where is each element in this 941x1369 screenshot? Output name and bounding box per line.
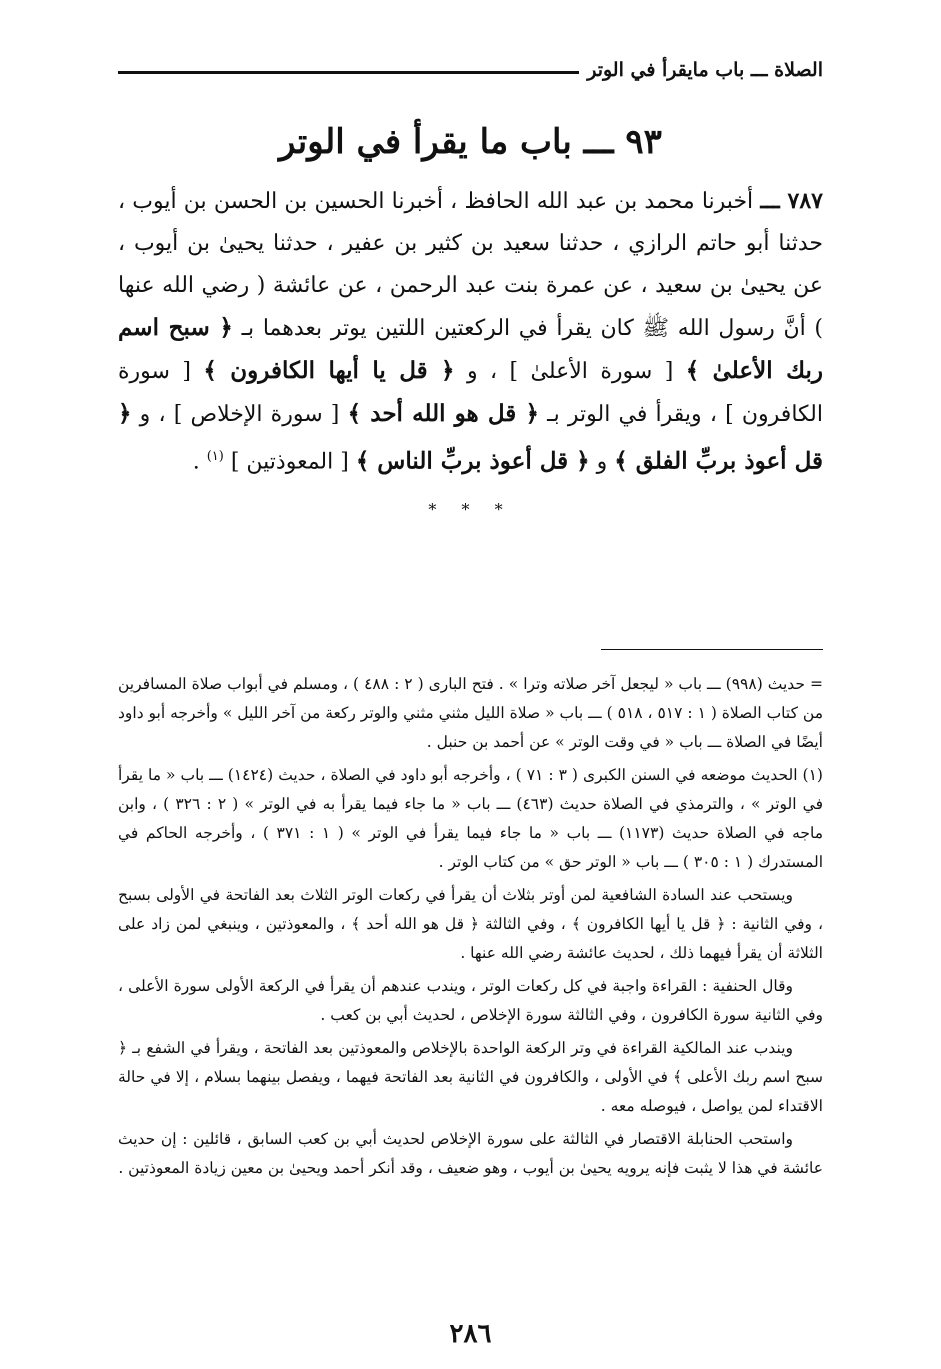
footnote-1: (١) الحديث موضعه في السنن الكبرى ( ٣ : ٧١ ) ، وأخرجه أبو داود في الصلاة ، حديث (١٤٢٤) ـــ باب « ما يقرأ في الوتر » ، والترمذي في الصلاة حديث (٤٦٣) ـــ باب « ما جاء فيما يقرأ به في الوتر » ( ٢ : ٣٢٦ ) ، وابن ماجه في الصلاة حديث (١١٧٣) ـــ باب « ما جاء فيما يقرأ في الوتر » ( ١ : ٣٧١ ) ، وأخرجه الحاكم في المستدرك ( ١ : ٣٠٥ ) ـــ باب « الوتر حق » من كتاب الوتر . xyxy=(118,766,824,871)
footnotes xyxy=(118,670,823,1187)
hadith-number: ٧٨٧ ـــ xyxy=(760,188,823,214)
chapter-title: ٩٣ ـــ باب ما يقرأ في الوتر xyxy=(279,122,662,162)
running-header-text: الصلاة ـــ باب مايقرأ في الوتر xyxy=(579,52,823,88)
hadith-text xyxy=(118,180,823,483)
header-rule xyxy=(118,71,618,74)
footnote-paragraph-hanafi: وقال الحنفية : القراءة واجبة في كل ركعات الوتر ، ويندب عندهم أن يقرأ في الركعة الأولى سورة الأعلى ، وفي الثانية سورة الكافرون ، وفي الثالثة سورة الإخلاص ، لحديث أبي بن كعب . xyxy=(118,977,823,1024)
quran-quote: ﴿ قل يا أيها الكافرون ﴾ xyxy=(203,357,455,384)
hadith-paragraph xyxy=(118,180,823,483)
footnote-paragraph-maliki: ويندب عند المالكية القراءة في وتر الركعة الواحدة بالإخلاص والمعوذتين بعد الفاتحة ، ويقرأ في الشفع بـ ﴿ سبح اسم ربك الأعلى ﴾ في الأولى ، والكافرون في الثانية بعد الفاتحة فيهما ، ويفصل بينهما بسلام ، إلا في حالة الاقتداء لمن يواصل ، فيوصله معه . xyxy=(118,1039,823,1115)
footnote-continuation: = حديث (٩٩٨) ـــ باب « ليجعل آخر صلاته وترا » . فتح البارى ( ٢ : ٤٨٨ ) ، ومسلم في أبواب صلاة المسافرين من كتاب الصلاة ( ١ : ٥١٧ ، ٥١٨ ) ـــ باب « صلاة الليل مثني مثني والوتر ركعة من آخر الليل » وأخرجه أبو داود أيضًا في الصلاة ـــ باب « في وقت الوتر » عن أحمد بن حنبل . xyxy=(118,675,823,751)
conjunction: و xyxy=(596,449,608,475)
surah-ref: [ المعوذتين ] xyxy=(230,449,349,475)
footnote-rule xyxy=(601,649,823,650)
page-number: ٢٨٦ xyxy=(449,1319,492,1349)
sentence-end: . xyxy=(192,449,200,475)
surah-ref: [ سورة الكافرون ] ، ويقرأ في الوتر بـ xyxy=(118,359,823,427)
footnote-marker: (١) xyxy=(206,449,224,464)
running-header xyxy=(118,52,823,88)
footnote-paragraph-shafii: ويستحب عند السادة الشافعية لمن أوتر بثلاث أن يقرأ في ركعات الوتر الثلاث بعد الفاتحة في الأولى بسبح ، وفي الثانية : ﴿ قل يا أيها الكافرون ﴾ ، وفي الثالثة ﴿ قل هو الله أحد ﴾ ، والمعوذتين ، وينبغي لمن زاد على الثلاثة أن يقرأ فيهما ذلك ، لحديث عائشة رضي الله عنها . xyxy=(118,886,823,962)
quran-quote: ﴿ قل أعوذ بربِّ الناس ﴾ xyxy=(355,447,590,475)
hadith-chain: أخبرنا محمد بن عبد الله الحافظ ، أخبرنا الحسين بن الحسن بن أيوب ، حدثنا أبو حاتم الرازي ، حدثنا سعيد بن كثير بن عفير ، حدثنا يحيىٰ بن أيوب ، عن يحيىٰ بن سعيد ، عن عمرة بنت عبد الرحمن ، عن عائشة ( رضي الله عنها ) أنَّ رسول الله ﷺ كان يقرأ في الركعتين اللتين يوتر بعدهما بـ xyxy=(118,189,823,341)
surah-ref: [ سورة الأعلىٰ ] ، و xyxy=(466,359,674,384)
quran-quote: ﴿ قل هو الله أحد ﴾ xyxy=(347,400,539,427)
footnote-paragraph-hanbali: واستحب الحنابلة الاقتصار في الثالثة على سورة الإخلاص لحديث أبي بن كعب السابق ، قائلين : إن حديث عائشة في هذا لا يثبت فإنه يرويه يحيىٰ بن أيوب ، وهو ضعيف ، وقد أنكر أحمد ويحيىٰ بن معين زيادة المعوذتين . xyxy=(118,1130,823,1177)
surah-ref: [ سورة الإخلاص ] ، و xyxy=(139,402,340,427)
section-separator: * * * xyxy=(428,500,513,519)
quran-quote: ﴿ سبح اسم ربك الأعلىٰ ﴾ xyxy=(118,314,823,384)
quran-quote: ﴿ قل أعوذ بربِّ الفلق ﴾ xyxy=(118,400,823,475)
